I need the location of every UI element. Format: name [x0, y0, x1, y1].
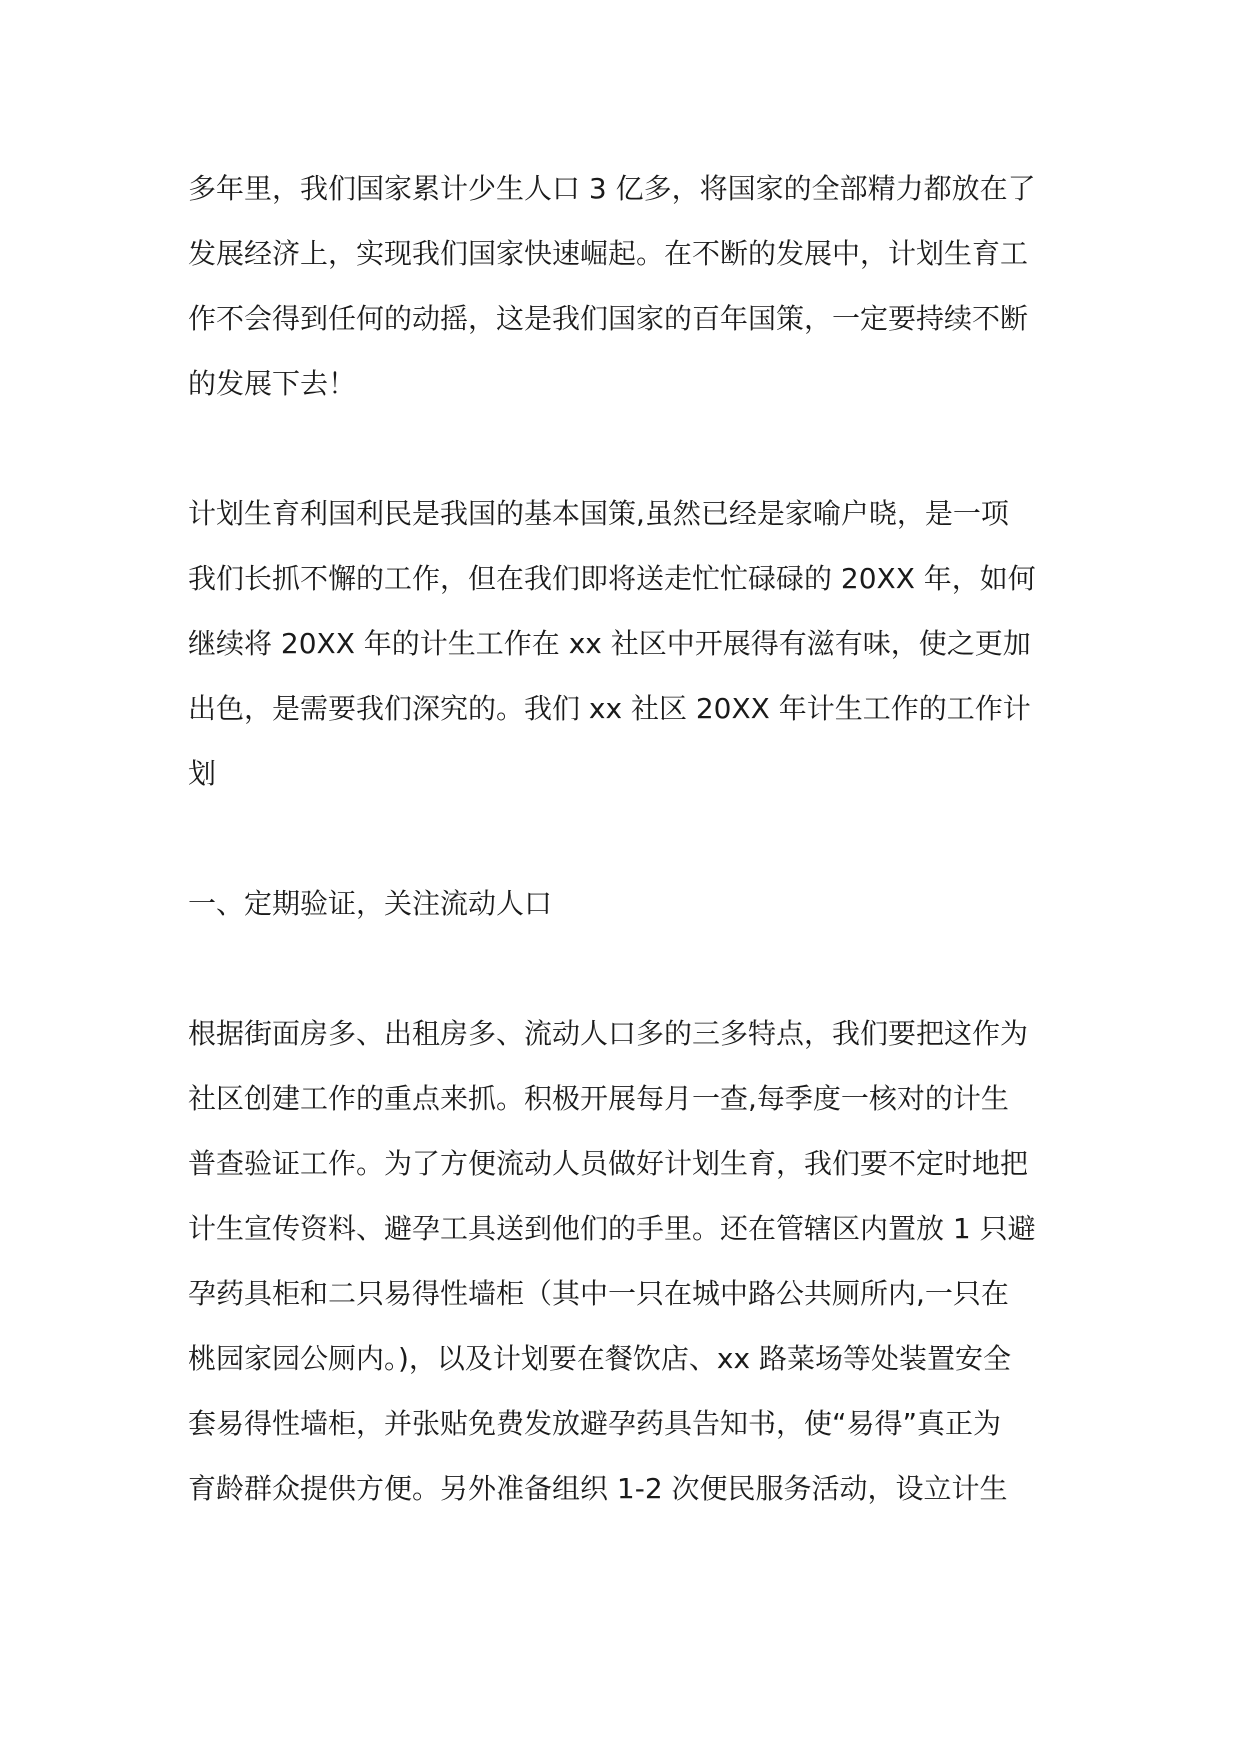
paragraph-spacer	[188, 416, 1058, 481]
paragraph-spacer	[188, 936, 1058, 1001]
paragraph-2	[188, 481, 1058, 806]
paragraph-3	[188, 1001, 1058, 1521]
text-line: 社区创建工作的重点来抓。积极开展每月一查,每季度一核对的计生	[188, 1082, 1009, 1115]
document-body	[188, 156, 1058, 1521]
text-line: 孕药具柜和二只易得性墙柜（其中一只在城中路公共厕所内,一只在	[188, 1277, 1009, 1310]
text-line: 作不会得到任何的动摇，这是我们国家的百年国策，一定要持续不断	[188, 302, 1029, 335]
text-line: 普查验证工作。为了方便流动人员做好计划生育，我们要不定时地把	[188, 1147, 1029, 1180]
text-line: 我们长抓不懈的工作，但在我们即将送走忙忙碌碌的 20XX 年，如何	[188, 562, 1036, 595]
text-line: 育龄群众提供方便。另外准备组织 1-2 次便民服务活动，设立计生	[188, 1472, 1008, 1505]
text-line: 计划生育利国利民是我国的基本国策,虽然已经是家喻户晓，是一项	[188, 497, 1009, 530]
text-line: 桃园家园公厕内。)，以及计划要在餐饮店、xx 路菜场等处装置安全	[188, 1342, 1011, 1375]
text-line: 的发展下去！	[188, 367, 357, 400]
text-line: 根据街面房多、出租房多、流动人口多的三多特点，我们要把这作为	[188, 1017, 1029, 1050]
section-heading	[188, 871, 1058, 936]
text-line: 出色，是需要我们深究的。我们 xx 社区 20XX 年计生工作的工作计	[188, 692, 1031, 725]
text-line: 多年里，我们国家累计少生人口 3 亿多，将国家的全部精力都放在了	[188, 172, 1036, 205]
text-line: 套易得性墙柜，并张贴免费发放避孕药具告知书，使“易得”真正为	[188, 1407, 1002, 1440]
text-line: 计生宣传资料、避孕工具送到他们的手里。还在管辖区内置放 1 只避	[188, 1212, 1036, 1245]
paragraph-spacer	[188, 806, 1058, 871]
text-line: 继续将 20XX 年的计生工作在 xx 社区中开展得有滋有味，使之更加	[188, 627, 1031, 660]
heading-line: 一、定期验证，关注流动人口	[188, 887, 553, 920]
text-line: 发展经济上，实现我们国家快速崛起。在不断的发展中，计划生育工	[188, 237, 1029, 270]
paragraph-1	[188, 156, 1058, 416]
text-line: 划	[188, 757, 217, 790]
